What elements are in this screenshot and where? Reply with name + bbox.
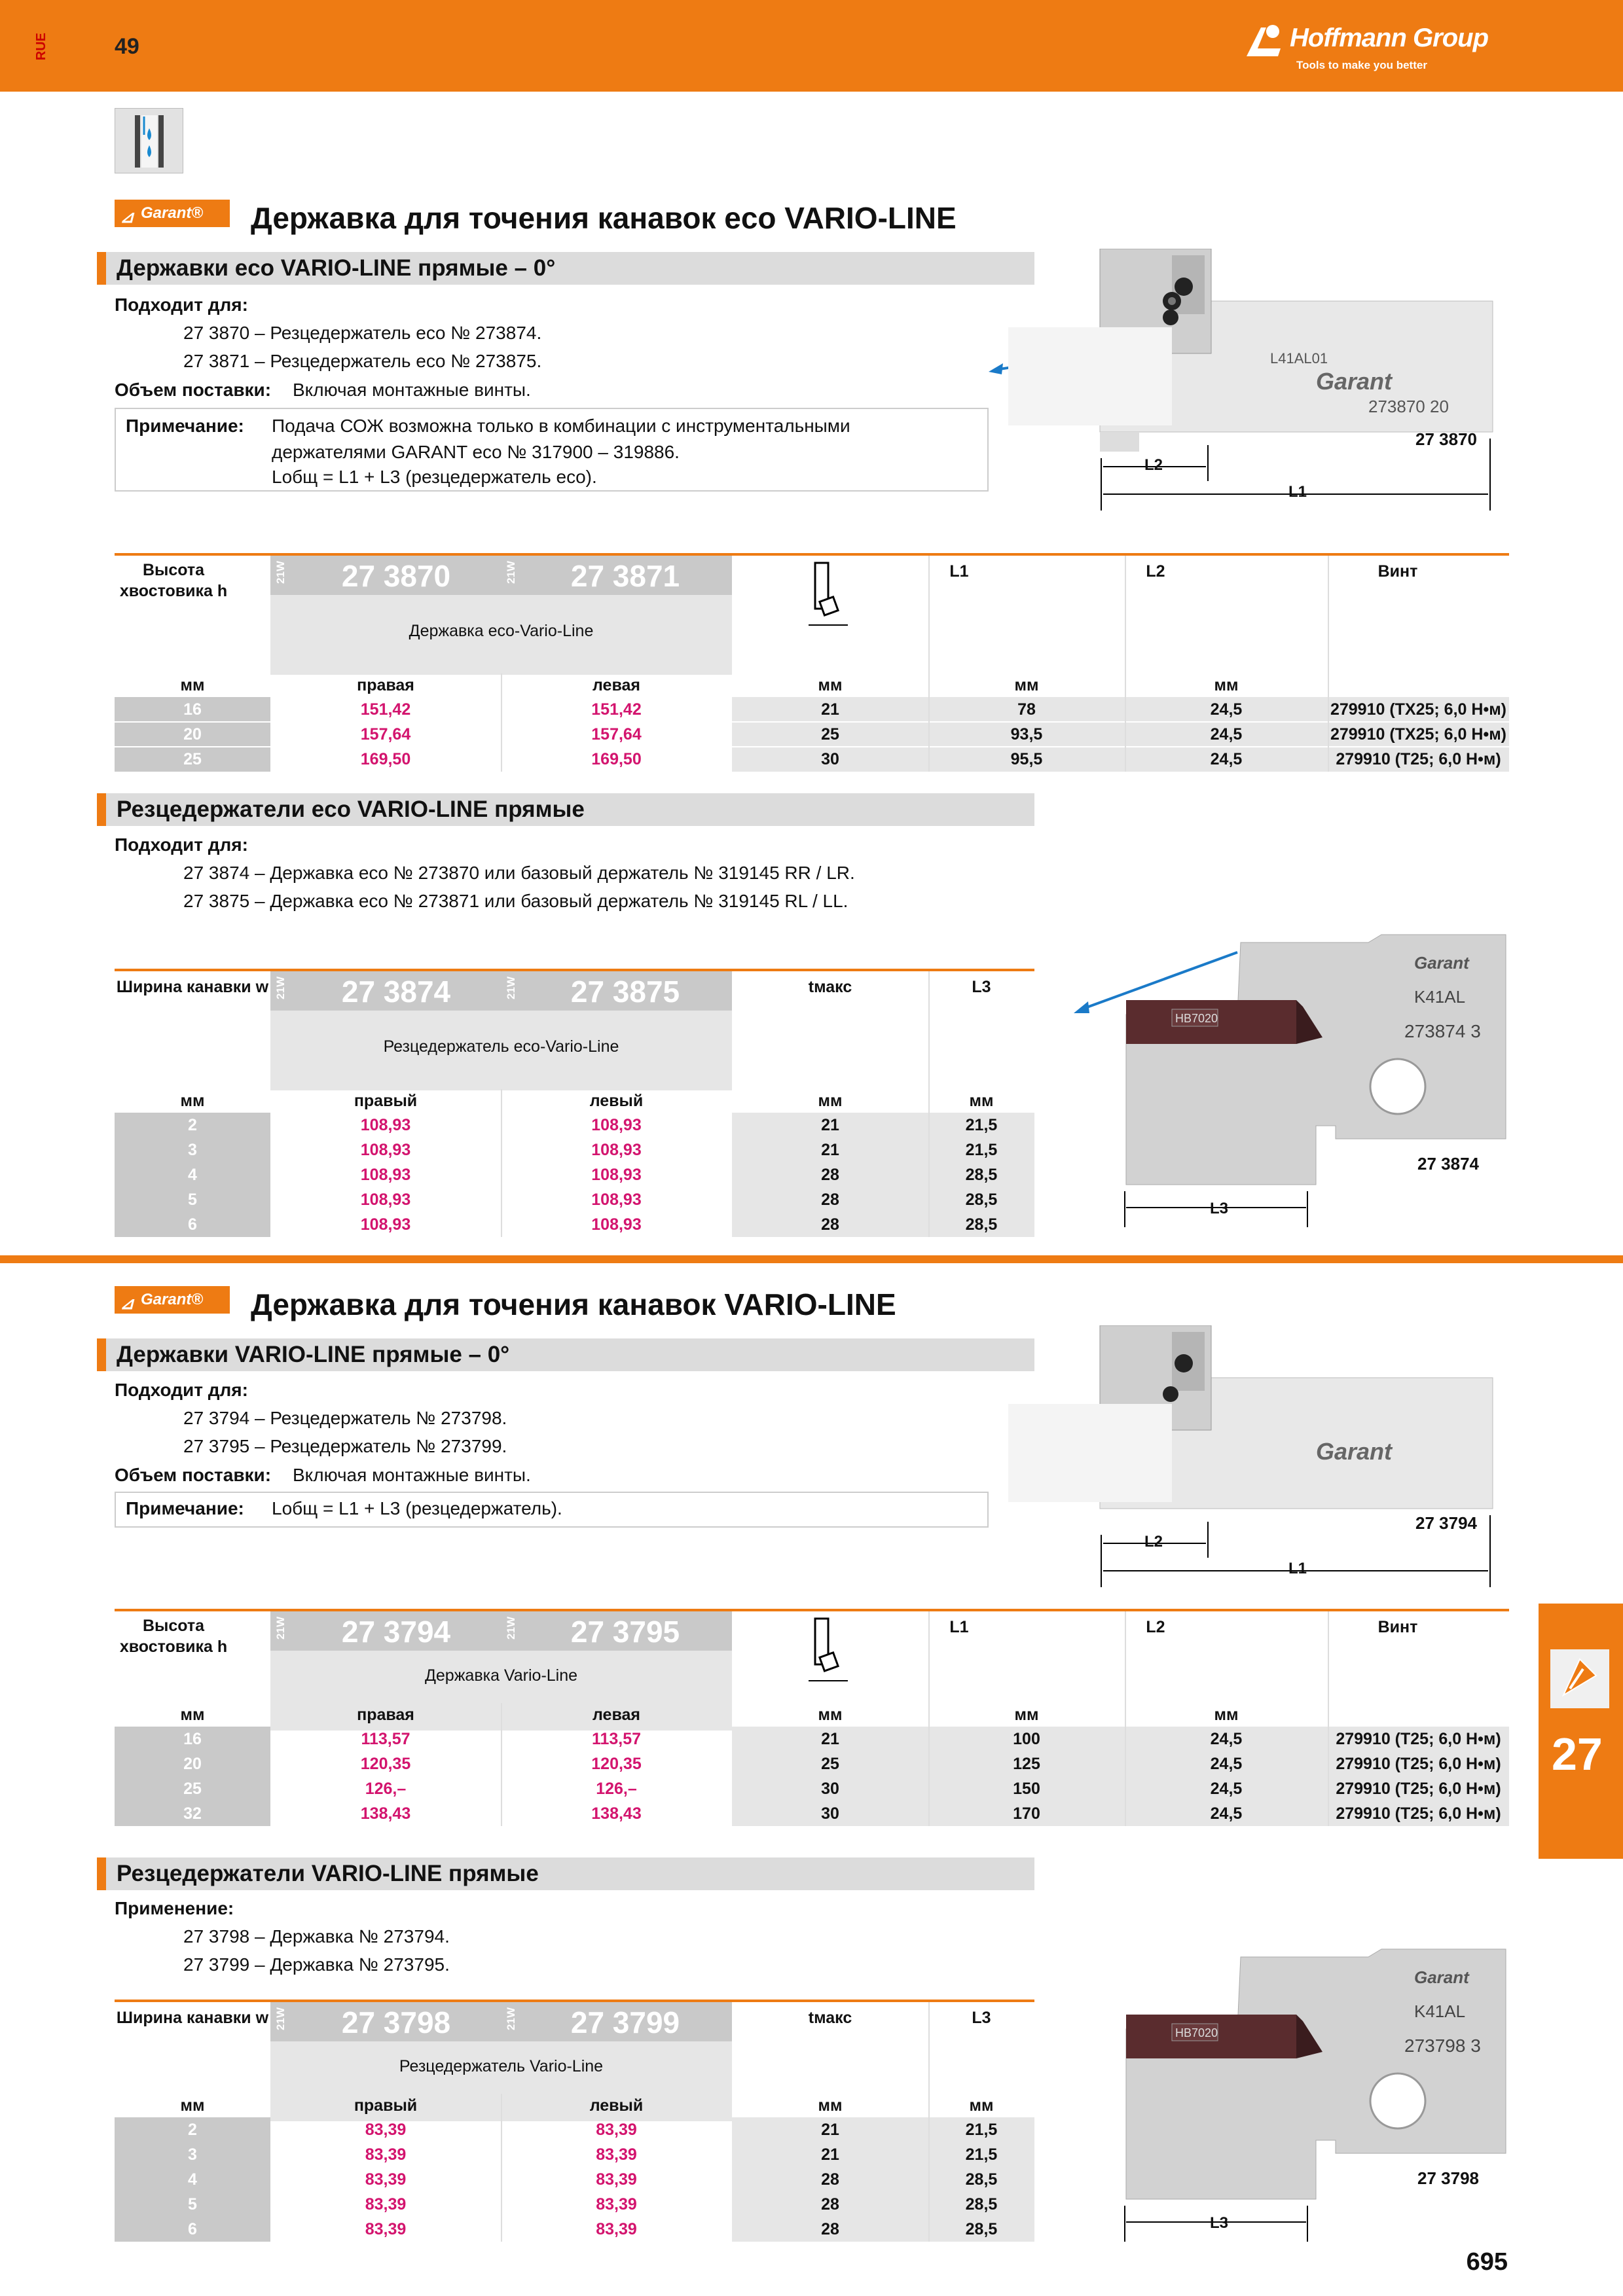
note-box — [115, 1492, 989, 1528]
table-cell: 6 — [188, 1215, 197, 1234]
table-cell: 2 — [188, 2121, 197, 2139]
image-caption: 27 3874 — [1417, 1154, 1479, 1174]
col-header: tмакс — [808, 978, 852, 996]
table-cell: 95,5 — [1010, 750, 1043, 768]
table-cell: 157,64 — [360, 725, 411, 744]
table-cell: 32 — [183, 1804, 202, 1823]
table-cell: 21,5 — [965, 1141, 998, 1159]
dim-l1: L1 — [1288, 1560, 1307, 1577]
table-cell: 25 — [183, 1780, 202, 1798]
table-cell: 83,39 — [365, 2195, 407, 2214]
col-header: Высота хвостовика h — [119, 1617, 228, 1656]
table-cell: 279910 (T25; 6,0 Н•м) — [1336, 1755, 1501, 1773]
table-cell: 169,50 — [591, 750, 642, 768]
article-code: 27 3874 — [341, 975, 451, 1009]
table-cell: 108,93 — [360, 1166, 411, 1184]
table-cell: 113,57 — [361, 1730, 410, 1748]
table-cell: 25 — [821, 725, 839, 744]
image-caption: 27 3870 — [1415, 429, 1477, 449]
table-cell: 21,5 — [965, 1116, 998, 1134]
table-cell: 108,93 — [360, 1191, 411, 1209]
table-cell: 20 — [183, 1755, 202, 1773]
table-cell: 28 — [821, 2220, 839, 2238]
table-cell: 151,42 — [591, 700, 642, 719]
table-cell: 21 — [821, 2121, 839, 2139]
col-header: tмакс — [808, 2009, 852, 2027]
dim-l1: L1 — [1288, 483, 1307, 501]
svg-text:HB7020: HB7020 — [1175, 2026, 1218, 2039]
note-line: Подача СОЖ возможна только в комбинации с инструментальными — [272, 416, 850, 436]
table-desc: Резцедержатель eco-Vario-Line — [383, 1037, 619, 1056]
table-cell: 24,5 — [1210, 725, 1243, 744]
table-cell: 24,5 — [1210, 1804, 1243, 1823]
table-cell: 138,43 — [360, 1804, 411, 1823]
table-cell: 2 — [188, 1116, 197, 1134]
insert-holders-table: 21W 21W 27 3874 27 3875 Резцедержатель eco-Vario-Line Ширина канавки w tмакс L3 мм правый левый мм мм 2 108,93 108,93 21 21,5 3 108,93 108,93 21 21,5 4 108,93 108,93 28 28,5 5 108,93 108,93 28 28,5 6 108,93 108,93 28 28,5 — [115, 969, 1034, 1237]
table-cell: 24,5 — [1210, 1780, 1243, 1798]
col-header: L3 — [972, 978, 991, 996]
note-line: держателями GARANT eco № 317900 – 319886. — [272, 442, 680, 462]
holder-diagram-icon — [809, 560, 848, 632]
table-desc: Резцедержатель Vario-Line — [399, 2057, 604, 2075]
table-cell: 28 — [821, 1215, 839, 1234]
svg-text:273870 20: 273870 20 — [1368, 397, 1449, 416]
table-cell: 30 — [821, 1804, 839, 1823]
article-code: 27 3799 — [570, 2005, 680, 2039]
table-cell: 83,39 — [365, 2145, 407, 2164]
application-label: Применение: — [115, 1898, 234, 1918]
table-cell: 21,5 — [965, 2145, 998, 2164]
table-cell: 21 — [821, 1730, 839, 1748]
svg-text:K41AL: K41AL — [1414, 987, 1466, 1007]
table-cell: 28,5 — [965, 2195, 998, 2214]
svg-text:Garant: Garant — [1316, 368, 1393, 395]
table-cell: 83,39 — [596, 2220, 637, 2238]
col-header: L3 — [972, 2009, 991, 2027]
col-header: L1 — [949, 562, 969, 581]
svg-text:HB7020: HB7020 — [1175, 1012, 1218, 1025]
holders-table: 21W 21W 27 3794 27 3795 Державка Vario-Line Высота хвостовика h L1 L2 Винт мм правая левая мм мм мм 16 113,57 113,57 21 100 24,5 279910 (T25; 6,0 Н•м) 20 120,35 120,35 25 125 24,5 279910 (T25; 6,0 Н•м) 25 126,– 126,– 30 150 24,5 279910 (T25; 6,0 Н•м) 32 138,43 138,43 30 170 24,5 279910 (T25; 6,0 Н•м) — [115, 1609, 1509, 1828]
table-cell: 21 — [821, 1116, 839, 1134]
supply-text: Включая монтажные винты. — [293, 1465, 531, 1485]
image-caption: 27 3794 — [1415, 1513, 1477, 1533]
table-cell: 24,5 — [1210, 700, 1243, 719]
note-label: Примечание: — [126, 416, 244, 436]
section1-subheader-holders: Державки eco VARIO-LINE прямые – 0° — [97, 252, 1034, 285]
table-cell: 279910 (TX25; 6,0 Н•м) — [1330, 725, 1507, 744]
holder-product-image — [989, 249, 1506, 511]
table-cell: 126,– — [596, 1780, 637, 1798]
hoffmann-logo-icon — [1244, 22, 1287, 59]
table-cell: 108,93 — [360, 1116, 411, 1134]
holder-product-image — [989, 1325, 1506, 1587]
table-cell: 16 — [183, 700, 202, 719]
table-cell: 108,93 — [591, 1191, 642, 1209]
note-line: Lобщ = L1 + L3 (резцедержатель eco). — [272, 467, 597, 487]
table-cell: 21 — [821, 700, 839, 719]
svg-text:L41AL01: L41AL01 — [1270, 350, 1328, 367]
table-cell: 28,5 — [965, 1191, 998, 1209]
table-cell: 28,5 — [965, 1166, 998, 1184]
table-cell: 28,5 — [965, 1215, 998, 1234]
svg-text:273874 3: 273874 3 — [1404, 1021, 1481, 1041]
table-cell: 28 — [821, 1166, 839, 1184]
note-label: Примечание: — [126, 1498, 244, 1518]
note-box — [115, 408, 989, 492]
table-cell: 279910 (TX25; 6,0 Н•м) — [1330, 700, 1507, 719]
table-cell: 28 — [821, 2170, 839, 2189]
table-cell: 21 — [821, 1141, 839, 1159]
table-cell: 113,57 — [591, 1730, 642, 1748]
fits-line: 27 3875 – Державка eco № 273871 или базовый держатель № 319145 RL / LL. — [183, 891, 848, 911]
svg-text:Garant: Garant — [1414, 1967, 1469, 1987]
table-cell: 108,93 — [591, 1215, 642, 1234]
table-cell: 21,5 — [965, 2121, 998, 2139]
fits-line: 27 3794 – Резцедержатель № 273798. — [183, 1408, 507, 1428]
table-cell: 279910 (T25; 6,0 Н•м) — [1336, 1780, 1501, 1798]
col-header: L2 — [1146, 562, 1165, 581]
note-line: Lобщ = L1 + L3 (резцедержатель). — [272, 1498, 562, 1518]
language-code: RUE — [34, 33, 48, 61]
table-desc: Державка eco-Vario-Line — [409, 622, 594, 640]
table-cell: 93,5 — [1010, 725, 1043, 744]
dim-l3: L3 — [1210, 2214, 1229, 2232]
table-cell: 108,93 — [591, 1141, 642, 1159]
col-header: Высота хвостовика h — [119, 561, 228, 600]
supply-text: Включая монтажные винты. — [293, 380, 531, 400]
dim-l2: L2 — [1144, 456, 1163, 474]
table-cell: 5 — [188, 1191, 197, 1209]
table-cell: 83,39 — [596, 2170, 637, 2189]
table-cell: 83,39 — [365, 2220, 407, 2238]
svg-text:273798 3: 273798 3 — [1404, 2036, 1481, 2056]
table-cell: 120,35 — [591, 1755, 642, 1773]
svg-text:Garant: Garant — [1414, 953, 1469, 973]
fits-line: 27 3870 – Резцедержатель eco № 273874. — [183, 323, 542, 343]
table-cell: 279910 (T25; 6,0 Н•м) — [1336, 1804, 1501, 1823]
table-cell: 108,93 — [360, 1141, 411, 1159]
section2-subheader-inserts: Резцедержатели VARIO-LINE прямые — [97, 1857, 1034, 1890]
logo-name: Hoffmann Group — [1290, 24, 1489, 52]
garant-brand-badge: ⊿ Garant® — [115, 200, 230, 227]
article-code: 27 3794 — [341, 1615, 451, 1649]
table-cell: 108,93 — [591, 1166, 642, 1184]
fits-line: 27 3798 – Державка № 273794. — [183, 1926, 450, 1946]
table-cell: 4 — [188, 2170, 197, 2189]
table-cell: 83,39 — [596, 2121, 637, 2139]
section2-subheader-holders: Державки VARIO-LINE прямые – 0° — [97, 1338, 1034, 1371]
logo-tagline: Tools to make you better — [1296, 59, 1427, 71]
col-header: Ширина канавки w — [116, 2009, 269, 2027]
table-cell: 138,43 — [591, 1804, 642, 1823]
table-cell: 100 — [1013, 1730, 1040, 1748]
insert-holders-table: 21W 21W 27 3798 27 3799 Резцедержатель Vario-Line Ширина канавки w tмакс L3 мм правый левый мм мм 2 83,39 83,39 21 21,5 3 83,39 83,39 21 21,5 4 83,39 83,39 28 28,5 5 83,39 83,39 28 28,5 6 83,39 83,39 28 28,5 — [115, 2000, 1034, 2242]
article-code: 27 3795 — [570, 1615, 680, 1649]
table-cell: 169,50 — [360, 750, 411, 768]
fits-line: 27 3799 – Державка № 273795. — [183, 1954, 450, 1975]
table-cell: 279910 (T25; 6,0 Н•м) — [1336, 750, 1501, 768]
fits-label: Подходит для: — [115, 1380, 248, 1400]
grooving-icon — [1550, 1649, 1609, 1708]
table-cell: 108,93 — [591, 1116, 642, 1134]
svg-text:K41AL: K41AL — [1414, 2001, 1466, 2021]
svg-text:Garant: Garant — [1316, 1438, 1393, 1465]
coolant-icon — [115, 108, 183, 173]
table-cell: 20 — [183, 725, 202, 744]
hoffmann-logo — [1244, 20, 1519, 79]
fits-line: 27 3871 – Резцедержатель eco № 273875. — [183, 351, 542, 371]
table-desc: Державка Vario-Line — [424, 1666, 578, 1685]
table-cell: 24,5 — [1210, 750, 1243, 768]
table-cell: 3 — [188, 1141, 197, 1159]
chapter-number: 27 — [1552, 1729, 1603, 1780]
section2-title: Державка для точения канавок VARIO-LINE — [251, 1287, 896, 1321]
insert-holder-image — [1074, 1944, 1519, 2245]
garant-brand-badge: ⊿ Garant® — [115, 1286, 230, 1314]
table-cell: 120,35 — [360, 1755, 411, 1773]
holders-table: 21W 21W 27 3870 27 3871 Державка eco-Vario-Line Высота хвостовика h L1 L2 Винт мм правая левая мм мм мм 16 151,42 151,42 21 78 24,5 279910 (TX25; 6,0 Н•м) 20 157,64 157,64 25 93,5 24,5 279910 (TX25; 6,0 Н•м) 25 169,50 169,50 30 95,5 24,5 279910 (T25; 6,0 Н•м) — [115, 553, 1509, 772]
table-cell: 24,5 — [1210, 1730, 1243, 1748]
table-cell: 28,5 — [965, 2170, 998, 2189]
table-cell: 78 — [1017, 700, 1036, 719]
table-cell: 28,5 — [965, 2220, 998, 2238]
fits-line: 27 3795 – Резцедержатель № 273799. — [183, 1436, 507, 1456]
table-cell: 30 — [821, 750, 839, 768]
table-cell: 21 — [821, 2145, 839, 2164]
col-header: Винт — [1377, 1618, 1418, 1636]
chapter-tab[interactable] — [1539, 1604, 1623, 1859]
table-cell: 4 — [188, 1166, 197, 1184]
fits-line: 27 3874 – Державка eco № 273870 или базовый держатель № 319145 RR / LR. — [183, 863, 855, 883]
table-cell: 126,– — [365, 1780, 407, 1798]
dim-l3: L3 — [1210, 1200, 1229, 1217]
page-number-top: 49 — [115, 34, 139, 59]
section1-title: Державка для точения канавок eco VARIO-LINE — [251, 201, 957, 235]
fits-label: Подходит для: — [115, 834, 248, 855]
fits-label: Подходит для: — [115, 295, 248, 315]
image-caption: 27 3798 — [1417, 2168, 1479, 2188]
table-cell: 157,64 — [591, 725, 642, 744]
table-cell: 30 — [821, 1780, 839, 1798]
article-code: 27 3875 — [570, 975, 680, 1009]
table-cell: 3 — [188, 2145, 197, 2164]
table-cell: 279910 (T25; 6,0 Н•м) — [1336, 1730, 1501, 1748]
article-code: 27 3798 — [341, 2005, 451, 2039]
table-cell: 16 — [183, 1730, 202, 1748]
holder-diagram-icon — [809, 1615, 848, 1687]
table-cell: 83,39 — [365, 2121, 407, 2139]
col-header: L1 — [949, 1618, 969, 1636]
table-cell: 150 — [1013, 1780, 1040, 1798]
table-cell: 25 — [821, 1755, 839, 1773]
table-cell: 108,93 — [360, 1215, 411, 1234]
supply-label: Объем поставки: — [115, 1465, 272, 1485]
table-cell: 170 — [1013, 1804, 1040, 1823]
dim-l2: L2 — [1144, 1533, 1163, 1551]
col-header: Винт — [1377, 562, 1418, 581]
table-cell: 125 — [1013, 1755, 1040, 1773]
table-cell: 25 — [183, 750, 202, 768]
col-header: Ширина канавки w — [116, 978, 269, 996]
page-number: 695 — [1466, 2248, 1508, 2276]
insert-holder-image — [1074, 929, 1519, 1230]
col-header: L2 — [1146, 1618, 1165, 1636]
section1-subheader-inserts: Резцедержатели eco VARIO-LINE прямые — [97, 793, 1034, 826]
table-cell: 151,42 — [360, 700, 411, 719]
supply-label: Объем поставки: — [115, 380, 272, 400]
table-cell: 28 — [821, 2195, 839, 2214]
section-divider — [0, 1255, 1623, 1263]
table-cell: 28 — [821, 1191, 839, 1209]
article-code: 27 3870 — [341, 559, 451, 593]
table-cell: 24,5 — [1210, 1755, 1243, 1773]
article-code: 27 3871 — [570, 559, 680, 593]
table-cell: 83,39 — [596, 2145, 637, 2164]
table-cell: 5 — [188, 2195, 197, 2214]
table-cell: 83,39 — [596, 2195, 637, 2214]
table-cell: 6 — [188, 2220, 197, 2238]
table-cell: 83,39 — [365, 2170, 407, 2189]
